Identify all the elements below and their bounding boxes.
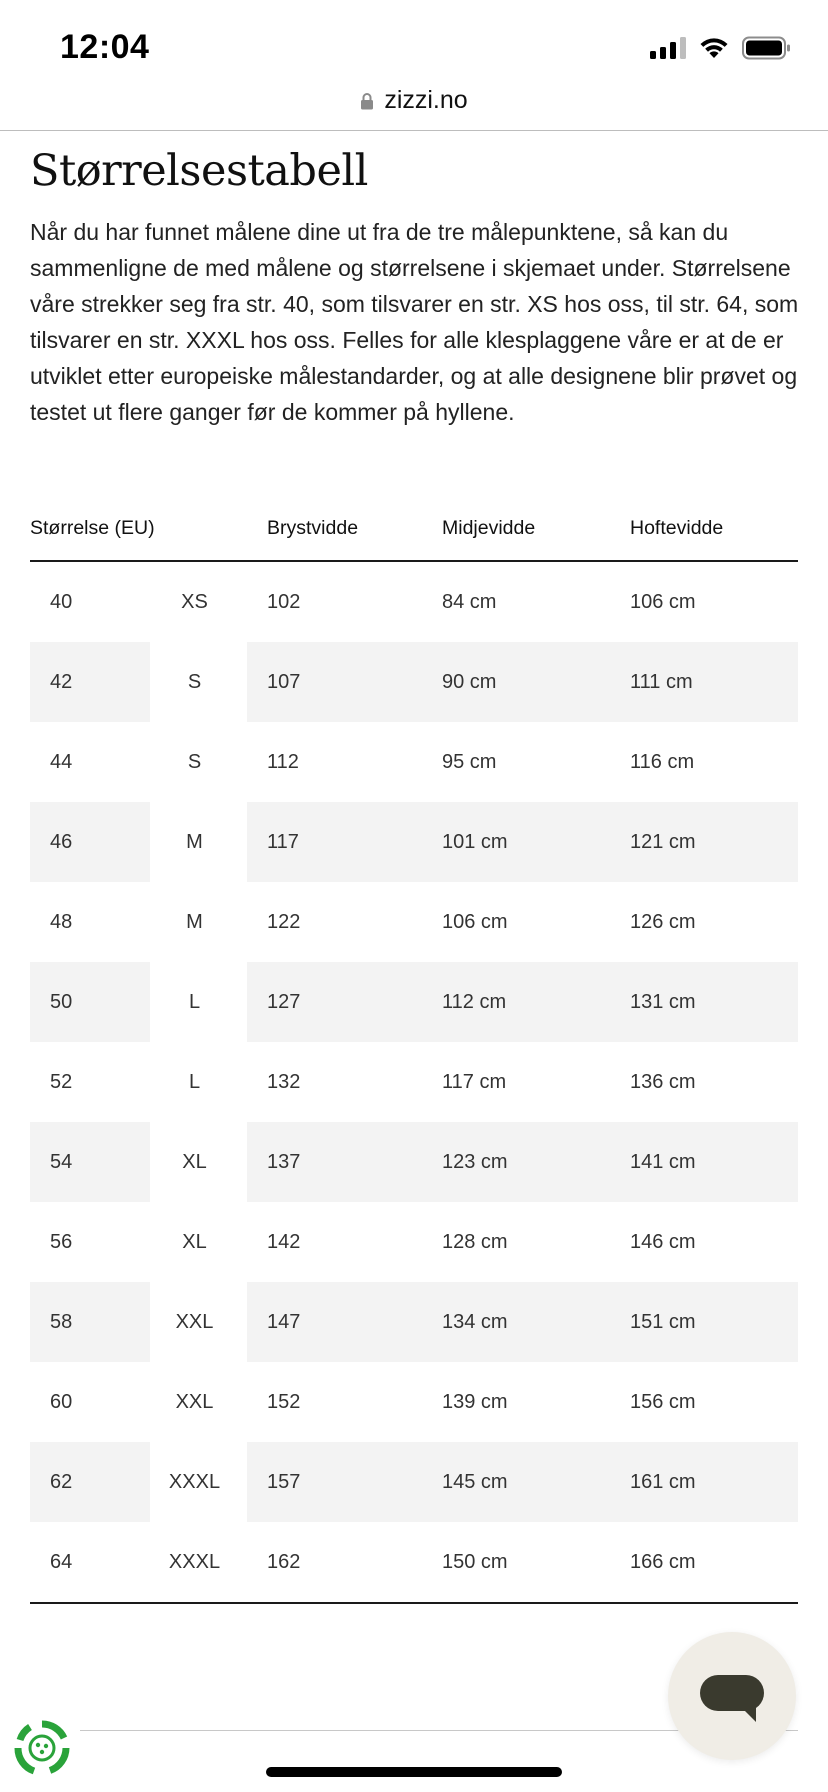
- cell-spacer: [239, 642, 247, 722]
- cell-waist: 134 cm: [442, 1282, 630, 1362]
- table-row: [30, 642, 798, 722]
- cell-letter-size: L: [188, 990, 201, 1013]
- table-row: [30, 1122, 798, 1202]
- table-row: [30, 1522, 798, 1604]
- cell-waist: 123 cm: [442, 1122, 630, 1202]
- cell-hip: 166 cm: [630, 1522, 798, 1604]
- table-row: [30, 722, 798, 802]
- cell-bust: 157: [247, 1442, 442, 1522]
- cell-eu-size: 54: [30, 1122, 150, 1202]
- size-table: [30, 496, 798, 1604]
- table-row: [30, 1442, 798, 1522]
- cell-waist: 95 cm: [442, 750, 497, 773]
- cell-hip: 136 cm: [630, 1070, 696, 1093]
- cell-eu-size: 60: [50, 1390, 73, 1413]
- chat-bubble-icon: [668, 1632, 796, 1760]
- status-icons: [650, 36, 792, 60]
- url-display[interactable]: [0, 86, 828, 115]
- cell-waist: 84 cm: [442, 590, 497, 613]
- cell-spacer: [239, 722, 247, 802]
- intro-paragraph: Når du har funnet målene dine ut fra de tre målepunktene, så kan du sammenligne de med målene og størrelsene i skjemaet under. Størrelsene våre strekker seg fra str. 40, som tilsvarer en str. XS hos oss, til str. 64, som tilsvarer en str. XXXL hos oss. Felles for alle klesplaggene våre er at de er utviklet etter europeiske målestandarder, og at alle designene blir prøvet og testet ut flere ganger før de kommer på hyllene.: [30, 219, 799, 425]
- header-spacer: [239, 496, 247, 562]
- wifi-icon: [698, 36, 730, 60]
- cell-bust: 107: [247, 642, 442, 722]
- cell-bust: 137: [247, 1122, 442, 1202]
- cell-spacer: [239, 562, 247, 642]
- cell-eu-size: 52: [50, 1070, 73, 1093]
- cell-letter-size: XXXL: [168, 1470, 221, 1493]
- cell-bust: 152: [267, 1390, 301, 1413]
- cell-bust: 112: [267, 750, 299, 773]
- cell-eu-size: 46: [30, 802, 150, 882]
- cell-eu-size: 44: [50, 750, 73, 773]
- status-bar: [0, 0, 828, 90]
- table-row: [30, 562, 798, 642]
- cell-eu-size: 58: [30, 1282, 150, 1362]
- cell-letter-size: S: [187, 750, 202, 773]
- cell-hip: 106 cm: [630, 590, 696, 613]
- table-row: [30, 802, 798, 882]
- cell-waist: 145 cm: [442, 1442, 630, 1522]
- url-text: zizzi.no: [384, 86, 468, 114]
- chat-button[interactable]: [668, 1632, 796, 1760]
- cell-waist: 117 cm: [442, 1070, 507, 1093]
- cell-hip: 161 cm: [630, 1442, 798, 1522]
- cell-eu-size: 64: [30, 1522, 150, 1604]
- cell-letter-size: S: [187, 670, 202, 693]
- page-title: Størrelsestabell: [30, 146, 368, 196]
- cell-hip: 156 cm: [630, 1390, 696, 1413]
- cell-eu-size: 40: [50, 590, 73, 613]
- cell-bust: 162: [247, 1522, 442, 1604]
- cell-letter-size: XL: [182, 1230, 207, 1253]
- home-indicator: [266, 1767, 562, 1777]
- cell-letter-size: M: [186, 910, 203, 933]
- browser-address-bar[interactable]: [0, 80, 828, 131]
- cell-hip: 126 cm: [630, 910, 696, 933]
- battery-icon: [742, 36, 792, 60]
- header-size-eu: Størrelse (EU): [30, 496, 239, 562]
- cell-hip: 131 cm: [630, 962, 798, 1042]
- cell-spacer: [239, 1202, 247, 1282]
- cell-spacer: [239, 1122, 247, 1202]
- status-time: 12:04: [60, 28, 150, 66]
- cell-bust: 117: [247, 802, 442, 882]
- cell-spacer: [239, 962, 247, 1042]
- lock-icon: [360, 92, 374, 110]
- cell-letter-size: L: [188, 1070, 201, 1093]
- table-row: [30, 1042, 798, 1122]
- cell-spacer: [239, 1042, 247, 1122]
- cell-bust: 122: [267, 910, 301, 933]
- cell-letter-size: XS: [181, 590, 208, 613]
- cell-spacer: [239, 1282, 247, 1362]
- size-table-body: [30, 562, 798, 1604]
- cell-waist: 150 cm: [442, 1522, 630, 1604]
- table-row: [30, 882, 798, 962]
- cell-bust: 147: [247, 1282, 442, 1362]
- cell-waist: 101 cm: [442, 802, 630, 882]
- cell-hip: 141 cm: [630, 1122, 798, 1202]
- cell-eu-size: 50: [30, 962, 150, 1042]
- cell-letter-size: XXXL: [150, 1522, 239, 1604]
- cell-waist: 112 cm: [442, 962, 630, 1042]
- cell-spacer: [239, 1442, 247, 1522]
- cell-letter-size: XL: [182, 1150, 207, 1173]
- header-waist: Midjevidde: [442, 496, 630, 562]
- cell-bust: 102: [267, 590, 301, 613]
- cell-hip: 111 cm: [630, 642, 798, 722]
- cell-spacer: [239, 1362, 247, 1442]
- table-row: [30, 1362, 798, 1442]
- cell-hip: 121 cm: [630, 802, 798, 882]
- cell-waist: 90 cm: [442, 642, 630, 722]
- header-bust: Brystvidde: [247, 496, 442, 562]
- cell-waist: 106 cm: [442, 910, 508, 933]
- cell-eu-size: 62: [30, 1442, 150, 1522]
- cell-letter-size: XXL: [175, 1390, 214, 1413]
- header-hip: Hoftevidde: [630, 496, 798, 562]
- cell-hip: 151 cm: [630, 1282, 798, 1362]
- table-row: [30, 1282, 798, 1362]
- recycle-badge-icon[interactable]: [12, 1718, 72, 1778]
- cell-bust: 127: [247, 962, 442, 1042]
- cell-bust: 142: [267, 1230, 301, 1253]
- cell-letter-size: M: [186, 830, 203, 853]
- size-table-header: [30, 496, 798, 562]
- cell-spacer: [239, 802, 247, 882]
- cell-bust: 132: [267, 1070, 301, 1093]
- cell-eu-size: 56: [50, 1230, 73, 1253]
- table-row: [30, 962, 798, 1042]
- cell-eu-size: 48: [50, 910, 73, 933]
- cell-waist: 139 cm: [442, 1390, 508, 1413]
- cell-hip: 146 cm: [630, 1230, 696, 1253]
- table-row: [30, 1202, 798, 1282]
- cell-waist: 128 cm: [442, 1230, 508, 1253]
- cell-hip: 116 cm: [630, 750, 695, 773]
- cell-letter-size: XXL: [175, 1310, 214, 1333]
- cell-spacer: [239, 1522, 247, 1604]
- cell-spacer: [239, 882, 247, 962]
- cellular-signal-icon: [650, 37, 686, 59]
- cell-eu-size: 42: [30, 642, 150, 722]
